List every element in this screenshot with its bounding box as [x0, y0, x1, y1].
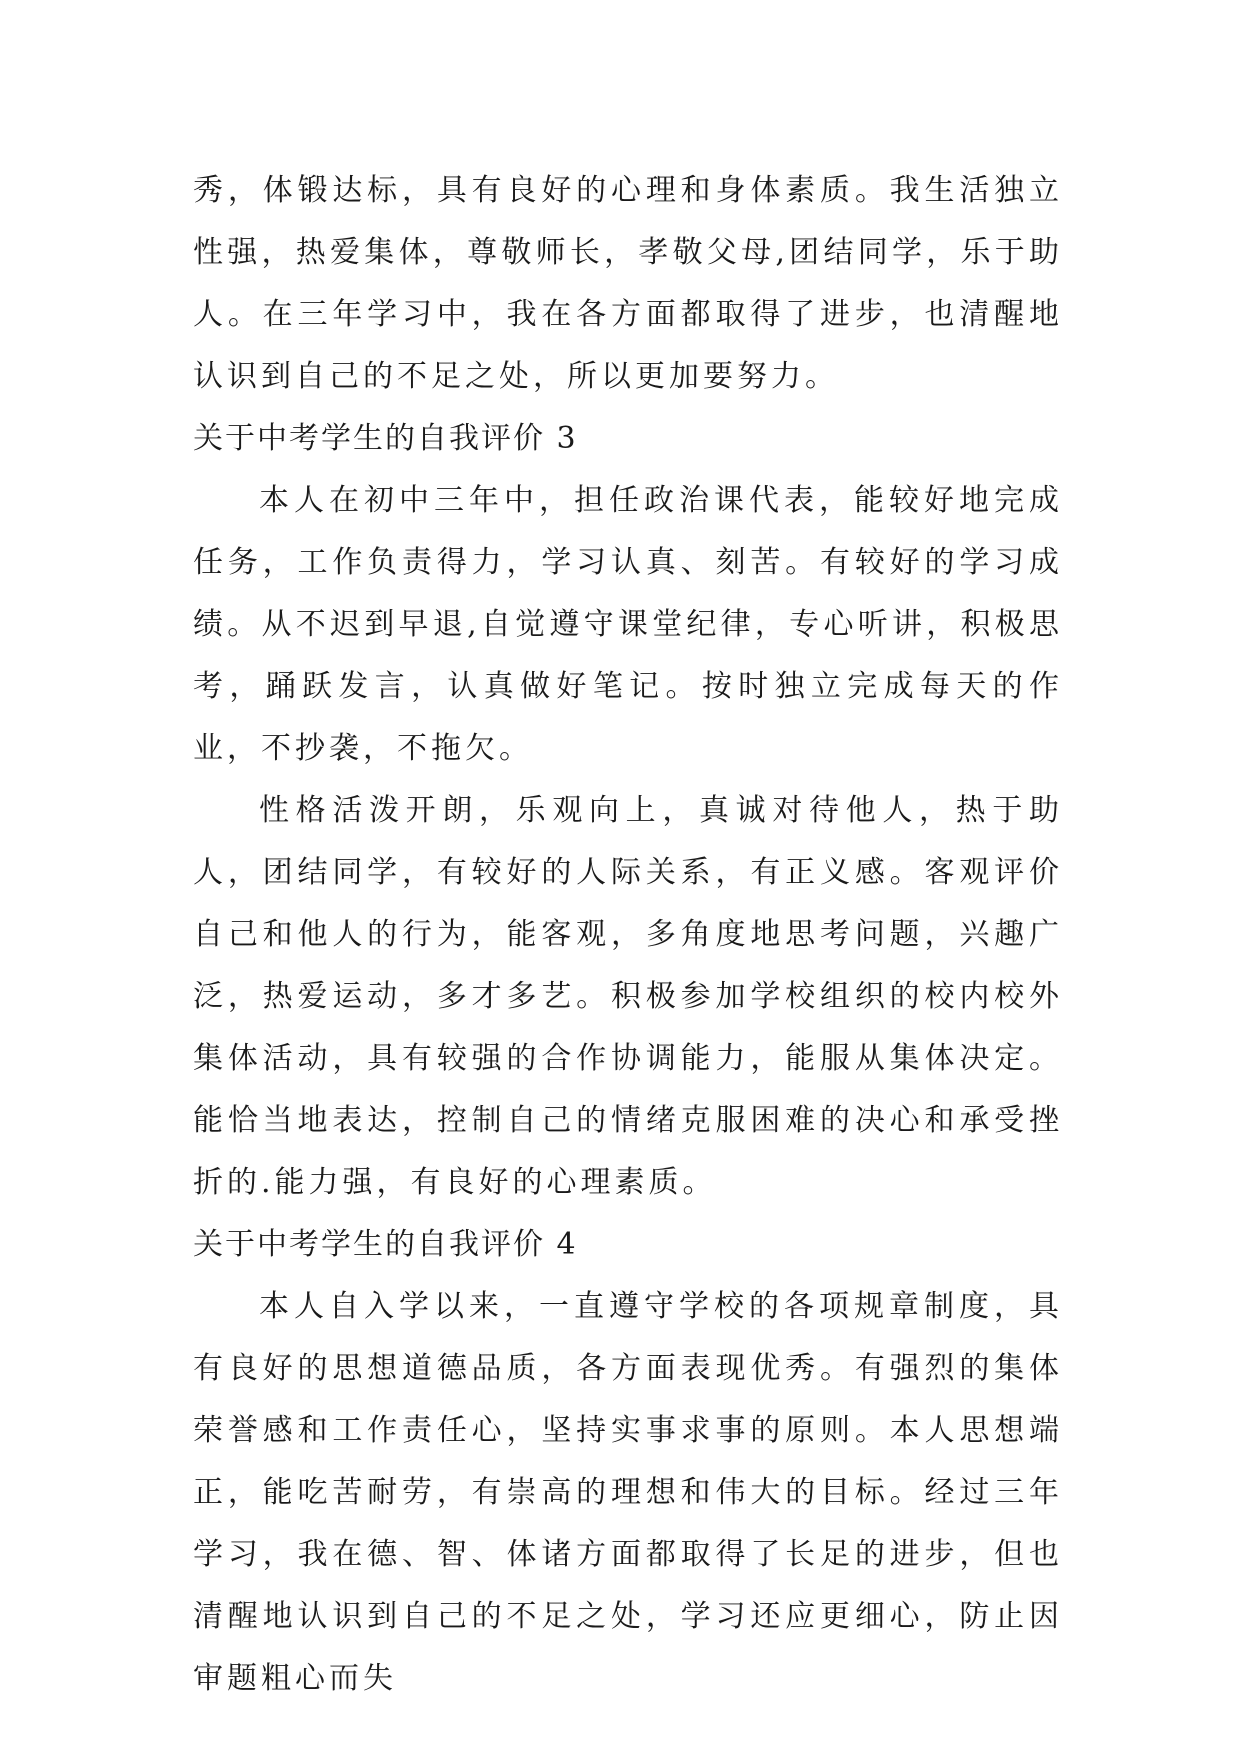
document-body	[193, 160, 1063, 1710]
paragraph: 本人自入学以来，一直遵守学校的各项规章制度，具有良好的思想道德品质，各方面表现优秀。有强烈的集体荣誉感和工作责任心，坚持实事求事的原则。本人思想端正，能吃苦耐劳，有崇高的理想和伟大的目标。经过三年学习，我在德、智、体诸方面都取得了长足的进步，但也清醒地认识到自己的不足之处，学习还应更细心，防止因审题粗心而失	[193, 1289, 1063, 1696]
paragraph: 本人在初中三年中，担任政治课代表，能较好地完成任务，工作负责得力，学习认真、刻苦。有较好的学习成绩。从不迟到早退,自觉遵守课堂纪律，专心听讲，积极思考，踊跃发言，认真做好笔记。按时独立完成每天的作业，不抄袭，不拖欠。	[193, 483, 1063, 766]
paragraph-continued: 秀，体锻达标，具有良好的心理和身体素质。我生活独立性强，热爱集体，尊敬师长，孝敬父母,团结同学，乐于助人。在三年学习中，我在各方面都取得了进步，也清醒地认识到自己的不足之处，所以更加要努力。	[193, 173, 1063, 394]
section-heading-4: 关于中考学生的自我评价 4	[193, 1227, 578, 1262]
paragraph: 性格活泼开朗，乐观向上，真诚对待他人，热于助人，团结同学，有较好的人际关系，有正义感。客观评价自己和他人的行为，能客观，多角度地思考问题，兴趣广泛，热爱运动，多才多艺。积极参加学校组织的校内校外集体活动，具有较强的合作协调能力，能服从集体决定。能恰当地表达，控制自己的情绪克服困难的决心和承受挫折的.能力强，有良好的心理素质。	[193, 793, 1063, 1200]
section-heading-3: 关于中考学生的自我评价 3	[193, 421, 578, 456]
